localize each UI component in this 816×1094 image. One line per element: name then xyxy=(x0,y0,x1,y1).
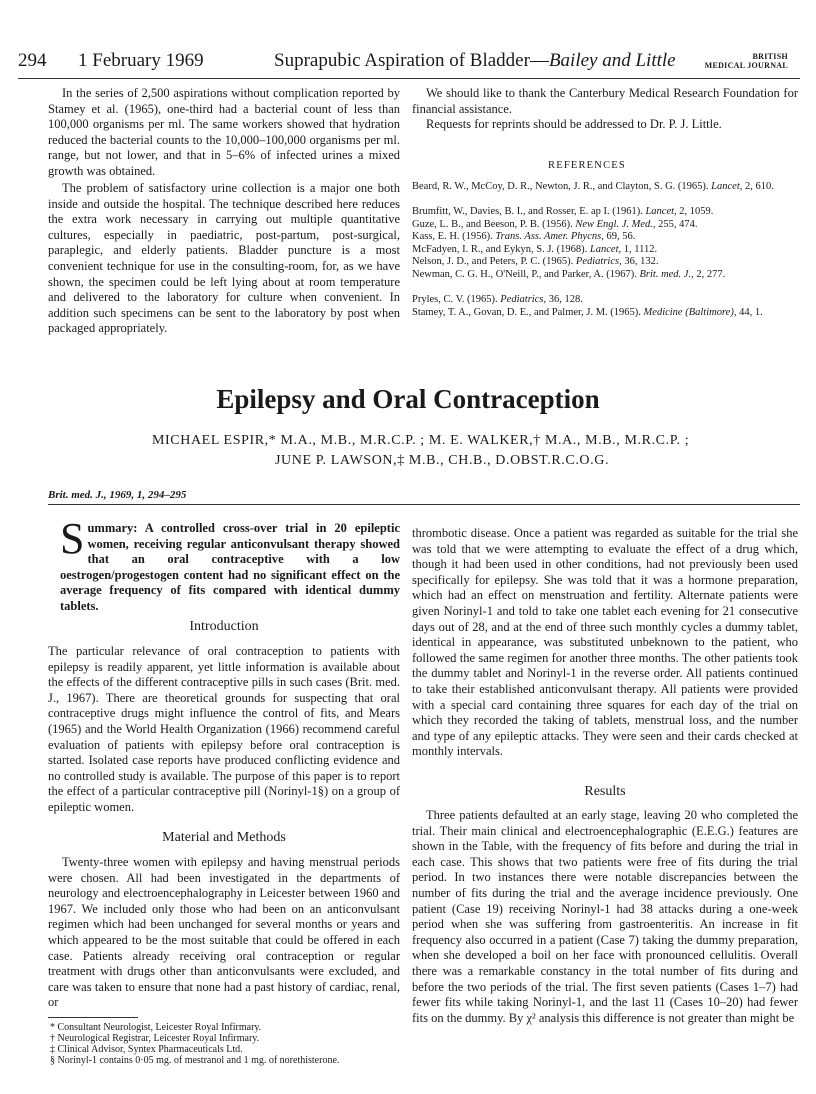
reference-source: Lancet, xyxy=(589,244,622,255)
results-heading: Results xyxy=(584,784,626,799)
reference-item xyxy=(412,307,811,319)
reprints-note xyxy=(412,117,798,133)
methods-text: Twenty-three women with epilepsy and having menstrual periods were chosen. All had been investigated in the departments of neurology and electroencephalography in Leicester between 1960 and 1967. We included only those who had been on an anticonvulsant regimen which had been unchanged for several months or years and which appeared to be the most suitable that could be offered in each case. Patients already receiving oral contraception or regular treatment with drugs other than anticonvulsants were excluded, and care was taken to ensure that none had a past history of cardiac, renal, or xyxy=(48,855,400,1010)
reference-authors: Newman, C. G. H., O'Neill, P., and Parker, A. (1967). xyxy=(412,269,637,280)
summary-dropcap: S xyxy=(60,514,85,563)
reference-authors: Nelson, J. D., and Peters, P. C. (1965). xyxy=(412,256,574,267)
reference-authors: McFadyen, I. R., and Eykyn, S. J. (1968). xyxy=(412,244,588,255)
methods-para xyxy=(48,855,400,1011)
reference-details: 2, 1059. xyxy=(676,206,714,217)
acknowledgement-text: We should like to thank the Canterbury Medical Research Foundation for financial assistance. xyxy=(412,86,798,116)
article-title: Epilepsy and Oral Contraception xyxy=(216,384,600,414)
results-para xyxy=(412,808,798,1026)
journal-name-line2: MEDICAL JOURNAL xyxy=(704,61,788,70)
reference-details: 69, 56. xyxy=(603,231,636,242)
reference-source: Lancet, xyxy=(711,181,743,192)
reference-details: 44, 1. xyxy=(736,307,763,318)
journal-name xyxy=(705,52,788,70)
references-heading: REFERENCES xyxy=(548,160,626,171)
reference-source: Lancet, xyxy=(645,206,677,217)
prev-article-para-1 xyxy=(48,86,400,180)
journal-name-line1: BRITISH xyxy=(752,52,788,61)
reference-source: Trans. Ass. Amer. Phycns, xyxy=(495,231,604,242)
reference-item xyxy=(412,231,811,243)
reference-item xyxy=(412,206,811,218)
reference-authors: Guze, L. B., and Beeson, P. B. (1956). xyxy=(412,219,573,230)
authors-line-1: MICHAEL ESPIR,* M.A., M.B., M.R.C.P. ; M. E. WALKER,† M.A., M.B., M.R.C.P. ; xyxy=(152,433,690,448)
introduction-heading: Introduction xyxy=(189,619,259,634)
footnote-rule xyxy=(48,1017,138,1018)
header-rule xyxy=(18,78,800,79)
reference-details: 36, 132. xyxy=(621,256,659,267)
running-title-text: Suprapubic Aspiration of Bladder— xyxy=(274,50,549,71)
footnote: § Norinyl-1 contains 0·05 mg. of mestranol and 1 mg. of norethisterone. xyxy=(50,1055,340,1066)
article-citation: Brit. med. J., 1969, 1, 294–295 xyxy=(48,489,187,501)
reprints-note-text: Requests for reprints should be addressed to Dr. P. J. Little. xyxy=(426,117,722,131)
reference-item xyxy=(412,294,811,306)
reference-authors: Stamey, T. A., Govan, D. E., and Palmer, J. M. (1965). xyxy=(412,307,641,318)
reference-source: Pediatrics, xyxy=(500,294,547,305)
reference-details: 1, 1112. xyxy=(621,244,658,255)
reference-details: 2, 610. xyxy=(742,181,774,192)
summary xyxy=(60,514,400,615)
prev-article-para-2-text: The problem of satisfactory urine collection is a major one both inside and outside the hospital. The technique described here reduces the extra work necessary in carrying out multiple quantitative cultures, especially in paediatric, post-partum, post-surgical, paraplegic, and elderly patients. Bladder puncture is a most convenient technique for use in the consulting-room, for, as we have shown, the specimen could be left lying about at room temperature and delivered to the laboratory for culture when convenient. In addition such specimens can be sent to the laboratory by post when packaged appropriately. xyxy=(48,181,400,336)
running-header xyxy=(18,50,798,76)
reference-source: Medicine (Baltimore), xyxy=(643,307,737,318)
results-text: Three patients defaulted at an early stage, leaving 20 who completed the trial. Their main clinical and electroencephalographic (E.E.G.) features are shown in the Table, with the frequency of fits before and during the trial in each case. This shows that two patients were free of fits during the trial period. In two instances there were notable discrepancies between the number of fits during the trial and the average incidence previously. One patient (Case 19) receiving Norinyl-1 had 38 attacks during a one-week period when she was suffering from gastroenteritis. An increase in fit frequency also occurred in a patient (Case 7) taking the dummy preparation, when she developed a boil on her face with pronounced cellulitis. Overall there was a remarkable constancy in the total number of fits during and before the two periods of the trial. The first seven patients (Cases 1–7) had fewer fits while taking Norinyl-1, and the last 11 (Cases 10–20) had fewer fits on the dummy. By χ² analysis this difference is not greater than might be xyxy=(412,808,798,1025)
footnote: † Neurological Registrar, Leicester Royal Infirmary. xyxy=(50,1033,260,1044)
footnote: * Consultant Neurologist, Leicester Royal Infirmary. xyxy=(50,1022,262,1033)
reference-details: 36, 128. xyxy=(546,294,583,305)
reference-details: 2, 277. xyxy=(693,269,726,280)
running-title xyxy=(274,50,676,72)
reference-source: New Engl. J. Med., xyxy=(575,219,656,230)
citation-rule xyxy=(48,504,800,505)
introduction-para xyxy=(48,644,400,816)
methods-para-continued xyxy=(412,526,798,760)
reference-authors: Pryles, C. V. (1965). xyxy=(412,294,498,305)
reference-item xyxy=(412,244,811,256)
reference-item xyxy=(412,269,811,281)
issue-date: 1 February 1969 xyxy=(78,50,204,71)
prev-article-para-1-text: In the series of 2,500 aspirations without complication reported by Stamey et al. (1965), one-third had a bacterial count of less than 100,000 organisms per ml. The same workers showed that hydration reduced the bacterial counts to the 10,000–100,000 organisms per ml. range, but not lower, and that in 5–6% of infected urines a mixed growth was obtained. xyxy=(48,86,400,178)
reference-item xyxy=(412,256,811,268)
methods-continued-text: thrombotic disease. Once a patient was regarded as suitable for the trial she was told that we were attempting to evaluate the effect of a drug which, though it had been used in other conditions, had not previously been used specifically for epilepsy. She was told that it was a hormone preparation, which had an effect on menstruation and fertility. Alternate patients were given Norinyl-1 and told to take one tablet each evening for 21 consecutive days out of 28, and at the end of three such monthly cycles a dummy tablet, identical in appearance, was substituted unbeknown to the patient, who followed the same regimen for another three months. The other patients took the dummy tablet and Norinyl-1 in the reverse order. All patients continued to take their established anticonvulsant therapy. All patients were provided with a special card containing three squares for each day of the trial on which they recorded the taking of tablets, menstrual loss, and the number and type of any epileptic attacks. They were seen and their cards checked at monthly intervals. xyxy=(412,526,798,759)
reference-details: 255, 474. xyxy=(655,219,698,230)
footnote: ‡ Clinical Advisor, Syntex Pharmaceuticals Ltd. xyxy=(50,1044,243,1055)
page-number: 294 xyxy=(18,50,47,71)
reference-source: Pediatrics, xyxy=(575,256,622,267)
reference-source: Brit. med. J., xyxy=(639,269,694,280)
introduction-text: The particular relevance of oral contraception to patients with epilepsy is readily apparent, yet little information is available about the effects of the different contraceptive pills in such cases (Brit. med. J., 1967). There are theoretical grounds for suspecting that oral contraceptive drugs might influence the control of fits, and Mears (1965) and the World Health Organization (1966) recommend careful evaluation of patients with epilepsy before oral contraception is started. Isolated case reports have produced conflicting evidence and no controlled study is available. The purpose of this paper is to report the effect of a particular contraceptive pill (Norinyl-1§) on a group of epileptic women. xyxy=(48,644,400,814)
reference-item xyxy=(412,181,811,193)
reference-item xyxy=(412,219,811,231)
acknowledgement xyxy=(412,86,798,117)
prev-article-para-2 xyxy=(48,181,400,337)
authors-line-2: JUNE P. LAWSON,‡ M.B., CH.B., D.OBST.R.C.O.G. xyxy=(275,453,610,468)
summary-text: ummary: A controlled cross-over trial in 20 epileptic women, receiving regular anticonvulsant therapy showed that an oral contraceptive with a low oestrogen/progestogen content had no significant effect on the average frequency of fits compared with identical dummy tablets. xyxy=(60,521,400,613)
reference-authors: Brumfitt, W., Davies, B. I., and Rosser, E. ap I. (1961). xyxy=(412,206,643,217)
running-authors: Bailey and Little xyxy=(548,50,676,71)
reference-authors: Beard, R. W., McCoy, D. R., Newton, J. R., and Clayton, S. G. (1965). xyxy=(412,181,709,192)
methods-heading: Material and Methods xyxy=(162,830,286,845)
reference-authors: Kass, E. H. (1956). xyxy=(412,231,493,242)
